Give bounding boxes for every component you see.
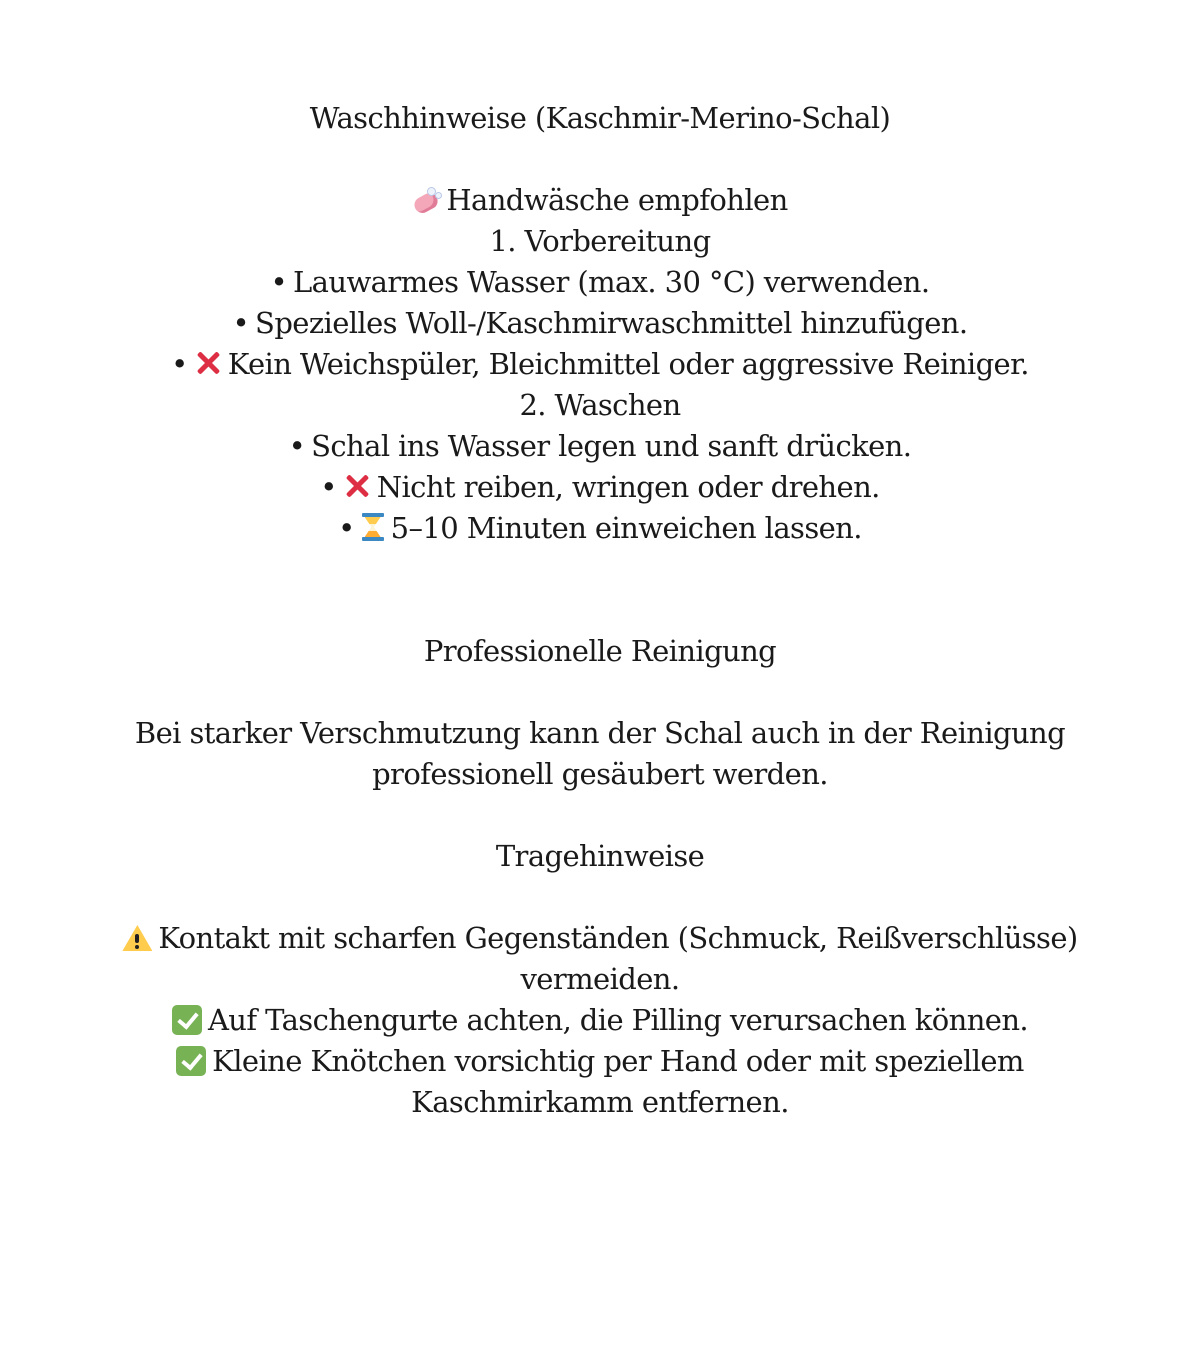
bullet: • — [338, 511, 355, 545]
bullet: • — [232, 306, 250, 340]
list-item — [80, 426, 1120, 467]
cross-icon — [194, 349, 222, 377]
warning-icon — [122, 925, 152, 951]
list-item — [80, 467, 1120, 508]
check-icon — [176, 1046, 206, 1076]
step1-heading: 1. Vorbereitung — [489, 224, 711, 258]
list-item-text: Lauwarmes Wasser (max. 30 °C) verwenden. — [293, 265, 930, 299]
step2-heading: 2. Waschen — [519, 388, 681, 422]
list-item — [80, 918, 1120, 1000]
list-item-text: Kontakt mit scharfen Gegenständen (Schmuck, Reißverschlüsse) vermeiden. — [158, 921, 1078, 996]
cleaning-title: Professionelle Reinigung — [423, 634, 777, 668]
list-item — [80, 262, 1120, 303]
list-item-text: Spezielles Woll-/Kaschmirwaschmittel hinzufügen. — [255, 306, 968, 340]
list-item — [80, 508, 1120, 549]
handwash-text: Handwäsche empfohlen — [446, 183, 788, 217]
list-item — [80, 1000, 1120, 1041]
cross-icon — [343, 472, 371, 500]
list-item-text: Kein Weichspüler, Bleichmittel oder aggressive Reiniger. — [227, 347, 1029, 381]
list-item-text: Auf Taschengurte achten, die Pilling verursachen können. — [207, 1003, 1029, 1037]
list-item-text: 5–10 Minuten einweichen lassen. — [390, 511, 862, 545]
check-icon — [172, 1005, 202, 1035]
hourglass-icon — [361, 513, 385, 541]
cleaning-text: Bei starker Verschmutzung kann der Schal auch in der Reinigung professionell gesäubert werden. — [134, 716, 1066, 791]
handwash-line — [80, 180, 1120, 221]
soap-icon — [412, 187, 440, 213]
bullet: • — [270, 265, 288, 299]
list-item-text: Kleine Knötchen vorsichtig per Hand oder mit speziellem Kaschmirkamm entfernen. — [212, 1044, 1024, 1119]
list-item-text: Schal ins Wasser legen und sanft drücken. — [311, 429, 912, 463]
list-item-text: Nicht reiben, wringen oder drehen. — [376, 470, 880, 504]
bullet: • — [171, 347, 188, 381]
bullet: • — [288, 429, 306, 463]
list-item — [80, 1041, 1120, 1123]
list-item — [80, 344, 1120, 385]
bullet: • — [320, 470, 337, 504]
washing-title: Waschhinweise (Kaschmir-Merino-Schal) — [309, 101, 891, 135]
list-item — [80, 303, 1120, 344]
wearing-title: Tragehinweise — [495, 839, 705, 873]
